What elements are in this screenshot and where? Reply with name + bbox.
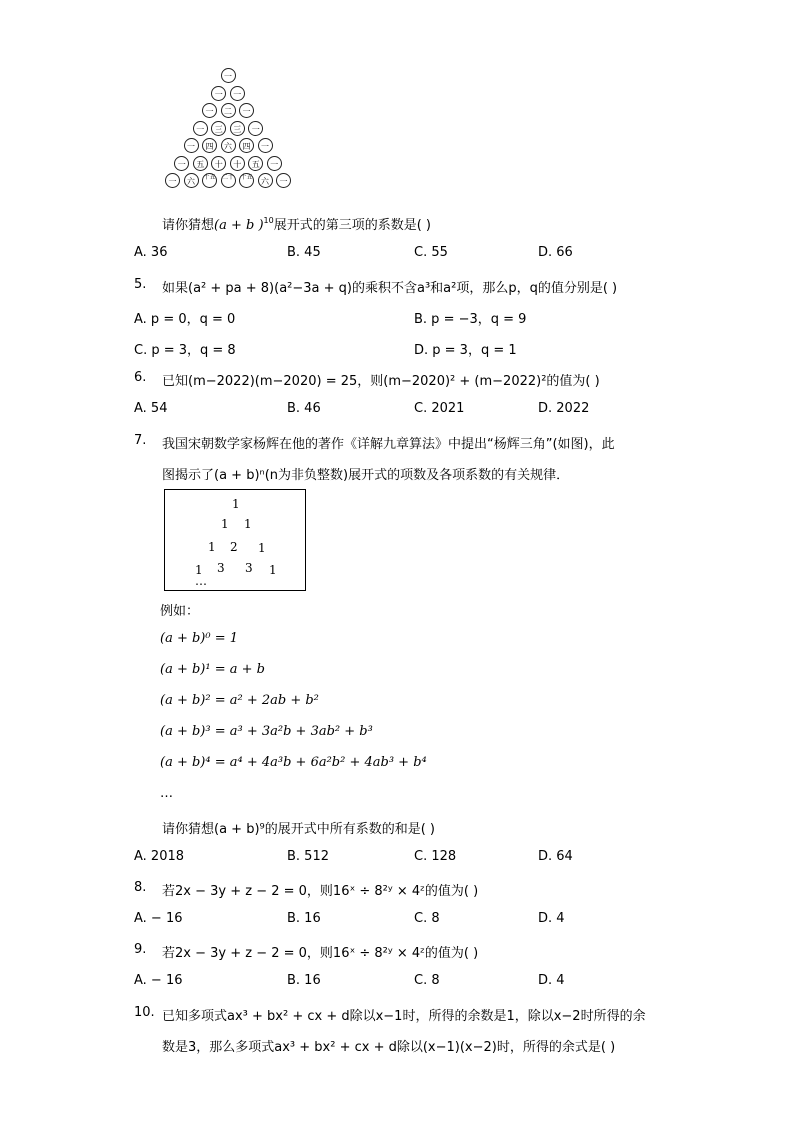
q7-example-0: (a + b)⁰ = 1 [160,631,239,646]
q9-option-d[interactable]: D. 4 [538,973,565,988]
q5-option-d[interactable]: D. p = 3，q = 1 [414,343,517,358]
pascal-ellipsis: … [195,574,207,588]
q6-option-a[interactable]: A. 54 [134,401,168,416]
q7-example-ellipsis: … [160,786,173,801]
triangle-numeral: 一 [230,86,245,101]
q7-option-a[interactable]: A. 2018 [134,849,185,864]
triangle-numeral: 十五 [239,173,254,188]
triangle-numeral: 三 [230,121,245,136]
pascal-value: 1 [258,541,266,555]
q7-number: 7. [134,433,147,448]
pascal-value: 1 [195,563,203,577]
q9-option-b[interactable]: B. 16 [287,973,321,988]
q10-line2: 数是3，那么多项式ax³ + bx² + cx + d除以(x−1)(x−2)时，所得的余式是( ) [162,1040,616,1055]
q5-option-c[interactable]: C. p = 3，q = 8 [134,343,236,358]
q7-example-label: 例如： [160,604,200,619]
triangle-numeral: 一 [267,156,282,171]
q7-option-b[interactable]: B. 512 [287,849,329,864]
triangle-numeral: 一 [202,103,217,118]
q4-option-c[interactable]: C. 55 [414,245,448,260]
q10-number: 10. [134,1005,155,1020]
triangle-numeral: 一 [221,68,236,83]
q7-line1: 我国宋朝数学家杨辉在他的著作《详解九章算法》中提出“杨辉三角”(如图)，此 [162,437,615,452]
triangle-numeral: 十 [230,156,245,171]
q7-example-4: (a + b)⁴ = a⁴ + 4a³b + 6a²b² + 4ab³ + b⁴ [160,755,427,770]
pascal-triangle-box [164,489,306,591]
q6-option-b[interactable]: B. 46 [287,401,321,416]
triangle-numeral: 一 [193,121,208,136]
pascal-value: 1 [208,540,216,554]
q8-text: 若2x − 3y + z − 2 = 0，则16ˣ ÷ 8²ʸ × 4ᶻ的值为( ) [162,884,479,899]
q4-option-a[interactable]: A. 36 [134,245,168,260]
triangle-numeral: 五 [248,156,263,171]
q4-option-d[interactable]: D. 66 [538,245,573,260]
triangle-numeral: 二 [221,103,236,118]
q8-option-a[interactable]: A. − 16 [134,911,183,926]
pascal-value: 3 [217,561,225,575]
triangle-numeral: 六 [258,173,273,188]
triangle-numeral: 四 [239,138,254,153]
q7-option-c[interactable]: C. 128 [414,849,457,864]
q6-option-d[interactable]: D. 2022 [538,401,590,416]
q9-text: 若2x − 3y + z − 2 = 0，则16ˣ ÷ 8²ʸ × 4ᶻ的值为( ) [162,946,479,961]
pascal-value: 2 [230,540,238,554]
q7-option-d[interactable]: D. 64 [538,849,573,864]
triangle-numeral: 一 [248,121,263,136]
triangle-numeral: 一 [239,103,254,118]
q7-question: 请你猜想(a + b)⁹的展开式中所有系数的和是( ) [162,822,436,837]
q6-option-c[interactable]: C. 2021 [414,401,465,416]
triangle-numeral: 六 [221,138,236,153]
pascal-value: 3 [245,561,253,575]
q7-example-3: (a + b)³ = a³ + 3a²b + 3ab² + b³ [160,724,373,739]
triangle-numeral: 五 [193,156,208,171]
q7-line2: 图揭示了(a + b)ⁿ(n为非负整数)展开式的项数及各项系数的有关规律． [162,468,570,483]
pascal-value: 1 [221,517,229,531]
q5-number: 5. [134,277,147,292]
q4-stem-exp: 10 [263,216,274,225]
triangle-numeral: 六 [184,173,199,188]
q8-number: 8. [134,880,147,895]
q8-option-c[interactable]: C. 8 [414,911,440,926]
triangle-numeral: 一 [276,173,291,188]
number-triangle-figure [158,68,298,194]
triangle-numeral: 一 [258,138,273,153]
q4-stem [162,214,431,233]
q6-text: 已知(m−2022)(m−2020) = 25，则(m−2020)² + (m−2022)²的值为( ) [162,374,600,389]
triangle-numeral: 一 [184,138,199,153]
q9-number: 9. [134,942,147,957]
q7-example-2: (a + b)² = a² + 2ab + b² [160,693,319,708]
q4-option-b[interactable]: B. 45 [287,245,321,260]
q9-option-a[interactable]: A. − 16 [134,973,183,988]
pascal-value: 1 [269,563,277,577]
q4-stem-suffix: 展开式的第三项的系数是( ) [273,218,431,233]
triangle-numeral: 十五 [202,173,217,188]
pascal-value: 1 [232,497,240,511]
triangle-numeral: 二十 [221,173,236,188]
q5-text: 如果(a² + pa + 8)(a²−3a + q)的乘积不含a³和a²项，那么p，q的值分别是( ) [162,281,618,296]
q8-option-d[interactable]: D. 4 [538,911,565,926]
q7-example-1: (a + b)¹ = a + b [160,662,265,677]
triangle-numeral: 一 [211,86,226,101]
triangle-numeral: 四 [202,138,217,153]
triangle-numeral: 十 [211,156,226,171]
triangle-numeral: 三 [211,121,226,136]
q8-option-b[interactable]: B. 16 [287,911,321,926]
q4-stem-prefix: 请你猜想 [162,218,215,233]
q10-line1: 已知多项式ax³ + bx² + cx + d除以x−1时，所得的余数是1，除以x−2时所得的余 [162,1009,646,1024]
triangle-numeral: 一 [174,156,189,171]
q4-stem-expr: (a + b ) [214,218,264,233]
q5-option-b[interactable]: B. p = −3，q = 9 [414,312,527,327]
q5-option-a[interactable]: A. p = 0，q = 0 [134,312,236,327]
q9-option-c[interactable]: C. 8 [414,973,440,988]
triangle-numeral: 一 [165,173,180,188]
pascal-value: 1 [244,517,252,531]
q6-number: 6. [134,370,147,385]
